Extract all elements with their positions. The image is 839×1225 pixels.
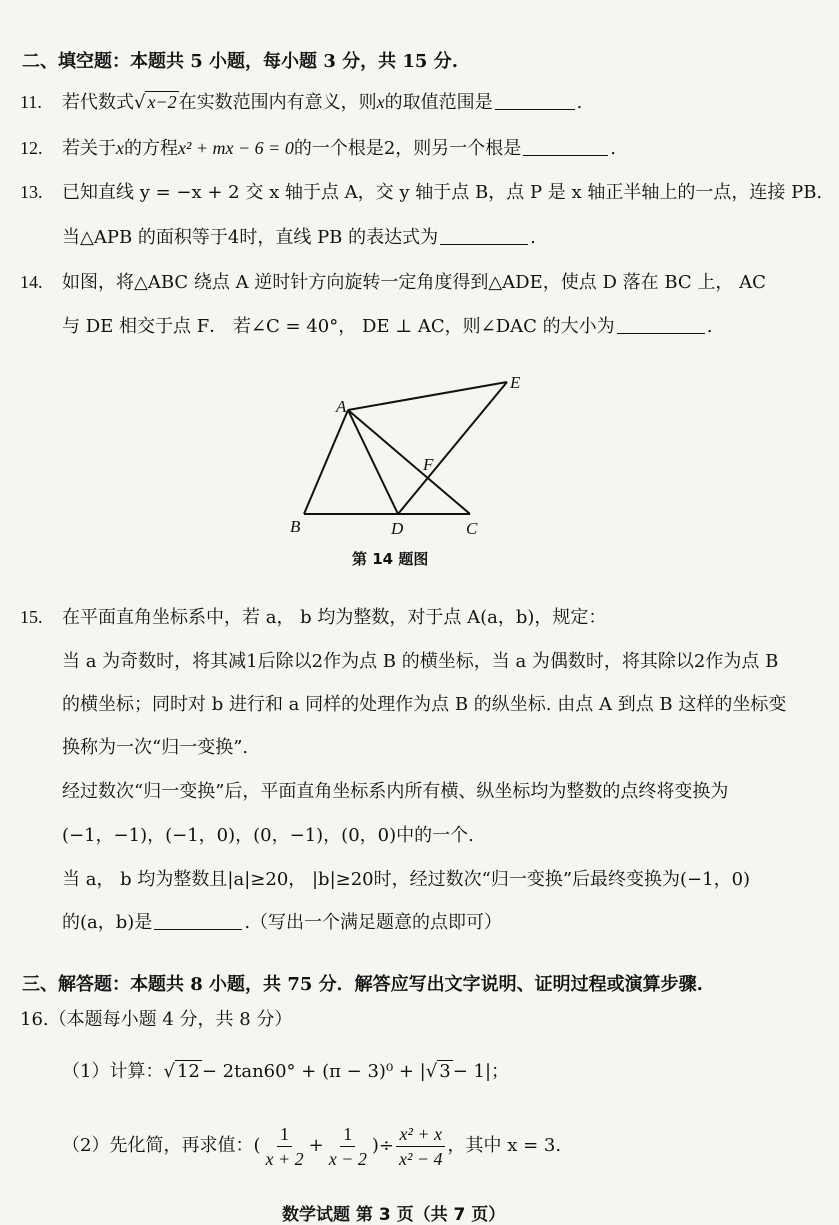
question-15-line-4: 换称为一次“归一变换”. <box>62 737 249 758</box>
segment-AB <box>304 410 348 514</box>
label-F: F <box>423 455 434 474</box>
section3-heading: 三、解答题：本题共 8 小题，共 75 分．解答应写出文字说明、证明过程或演算步骤. <box>22 974 703 995</box>
question-16-part-2: （2）先化简，再求值：( $\frac{1}{x + 2}$ + $\frac{1}{x - 2}$ )÷ $\frac{\text{x² + x}}{\text{x² − 4}}$ ，其中 x = 3. <box>62 1123 562 1169</box>
question-15-line-8: 的(a，b)是 .（写出一个满足题意的点即可） <box>62 912 503 933</box>
sqrt-3: √ 3 <box>425 1061 451 1082</box>
question-14-line-1: 14. 如图，将△ABC 绕点 A 逆时针方向旋转一定角度得到△ADE，使点 D 落在 BC 上， AC <box>20 272 766 293</box>
label-E: E <box>510 373 521 392</box>
section2-heading: 二、填空题：本题共 5 小题，每小题 3 分，共 15 分. <box>22 51 458 72</box>
sqrt-12: √ 12 <box>163 1061 200 1082</box>
label-C: C <box>466 519 478 538</box>
question-11: 11. 若代数式√ x−2 在实数范围内有意义，则x的取值范围是 . <box>20 88 582 117</box>
answer-blank <box>154 911 242 930</box>
question-13-line-2: 当△APB 的面积等于4时，直线 PB 的表达式为 . <box>62 227 536 248</box>
question-15-line-1: 15. 在平面直角坐标系中，若 a， b 均为整数，对于点 A(a，b)，规定： <box>20 607 607 628</box>
figure-14-caption: 第 14 题图 <box>352 550 429 568</box>
question-15-line-7: 当 a， b 均为整数且|a|≥20， |b|≥20时，经过数次“归一变换”后最终变换为(−1，0) <box>62 869 751 890</box>
fraction-1: $\frac{1}{x + 2}$ <box>265 1123 304 1169</box>
question-15-line-2: 当 a 为奇数时，将其减1后除以2作为点 B 的横坐标，当 a 为偶数时，将其除以2作为点 B <box>62 651 779 672</box>
question-15-line-5: 经过数次“归一变换”后，平面直角坐标系内所有横、纵坐标均为整数的点终将变换为 <box>62 781 729 802</box>
segment-AE <box>348 382 507 410</box>
segment-AC <box>348 410 470 514</box>
label-B: B <box>290 517 301 536</box>
question-16-part-1: （1）计算：√ 12 − 2tan60° + (π − 3)⁰ + |√ 3 − 1|； <box>62 1058 509 1086</box>
sqrt-expression: √ x−2 <box>134 92 177 113</box>
segment-DE <box>398 382 507 514</box>
question-13-line-1: 13. 已知直线 y = −x + 2 交 x 轴于点 A，交 y 轴于点 B，点 P 是 x 轴正半轴上的一点，连接 PB. <box>20 182 823 203</box>
question-12: 12. 若关于x的方程x² + mx − 6 = 0的一个根是2，则另一个根是 . <box>20 138 617 159</box>
fraction-3: $\frac{\text{x² + x}}{\text{x² − 4}}$ <box>396 1122 446 1171</box>
fraction-2: $\frac{1}{x - 2}$ <box>328 1123 367 1169</box>
question-14-line-2: 与 DE 相交于点 F． 若∠C = 40°， DE ⊥ AC，则∠DAC 的大小为 . <box>62 316 713 337</box>
segment-AD <box>348 410 398 514</box>
label-A: A <box>336 397 347 416</box>
question-15-line-3: 的横坐标；同时对 b 进行和 a 同样的处理作为点 B 的纵坐标. 由点 A 到点 B 这样的坐标变 <box>62 694 787 715</box>
question-15-line-6: (−1，−1)，(−1，0)，(0，−1)，(0，0)中的一个. <box>62 825 474 846</box>
page-footer: 数学试题 第 3 页（共 7 页） <box>282 1205 506 1225</box>
label-D: D <box>391 519 404 538</box>
question-16-header: 16.（本题每小题 4 分，共 8 分） <box>20 1009 293 1030</box>
